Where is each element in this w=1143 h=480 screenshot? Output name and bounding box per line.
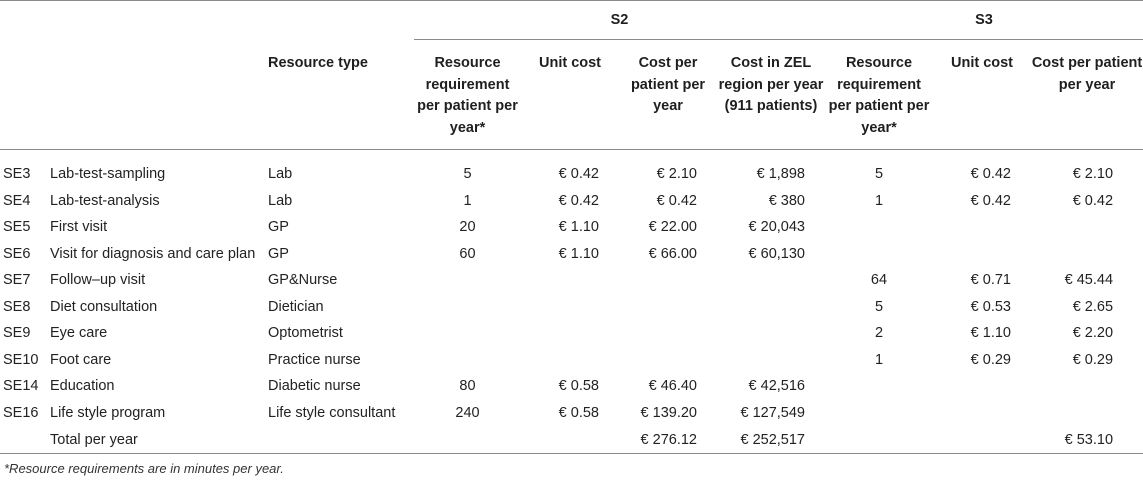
row-zel: € 127,549: [740, 404, 805, 421]
total-blank: [268, 426, 414, 454]
row-req-s2: 20: [459, 219, 476, 236]
row-req-s3: 5: [874, 298, 884, 315]
row-id: SE14: [3, 378, 39, 395]
row-req-s2: [414, 320, 521, 347]
row-id: SE5: [3, 219, 31, 236]
row-unit-s3: € 0.42: [970, 192, 1011, 209]
row-id: SE3: [3, 166, 31, 183]
row-unit-s2: € 0.42: [558, 192, 599, 209]
header-blank: [50, 40, 268, 150]
row-req-s2: [414, 294, 521, 321]
row-name: Follow–up visit: [50, 272, 146, 289]
row-cpp-s2: € 22.00: [648, 219, 697, 236]
col-header-cost-pp-s3: Cost per patient per year: [1031, 40, 1143, 150]
header-blank: [268, 1, 414, 40]
row-unit-s2: [521, 294, 619, 321]
table-row: [0, 294, 1143, 321]
row-type: GP: [268, 219, 289, 236]
row-cpp-s2: € 46.40: [648, 378, 697, 395]
row-unit-s2: € 0.42: [558, 166, 599, 183]
row-unit-s2: [521, 320, 619, 347]
row-req-s3: [825, 214, 933, 241]
row-zel: [717, 267, 825, 294]
row-req-s3: 2: [874, 325, 884, 342]
row-cpp-s3: € 0.42: [1072, 192, 1114, 209]
row-unit-s2: € 1.10: [558, 245, 599, 262]
row-cpp-s3: € 2.65: [1072, 298, 1114, 315]
row-req-s3: [825, 373, 933, 400]
row-cpp-s3: € 45.44: [1064, 272, 1114, 289]
row-req-s3: 1: [874, 351, 884, 368]
total-blank: [0, 426, 50, 454]
row-cpp-s2: [619, 294, 717, 321]
row-type: Practice nurse: [268, 351, 361, 368]
row-cpp-s2: € 66.00: [648, 245, 697, 262]
table-row: [0, 320, 1143, 347]
row-name: Life style program: [50, 404, 166, 421]
table-header: [0, 1, 1143, 150]
row-req-s2: [414, 347, 521, 374]
total-cpp-s3: € 53.10: [1031, 426, 1143, 454]
total-label: Total per year: [50, 426, 268, 454]
row-unit-s3: € 0.29: [970, 351, 1011, 368]
row-name: Eye care: [50, 325, 108, 342]
table-row: [0, 214, 1143, 241]
row-type: Lab: [268, 166, 293, 183]
row-unit-s3: € 0.71: [970, 272, 1011, 289]
group-header-s3: S3: [825, 1, 1143, 40]
row-id: SE10: [3, 351, 39, 368]
table-footnote: *Resource requirements are in minutes per year.: [4, 461, 284, 476]
header-blank: [0, 40, 50, 150]
row-unit-s3: [933, 400, 1031, 427]
row-name: Lab-test-sampling: [50, 166, 166, 183]
row-cpp-s3: [1031, 214, 1143, 241]
row-unit-s3: € 0.53: [970, 298, 1011, 315]
row-cpp-s3: € 2.10: [1072, 166, 1114, 183]
col-header-req-s3: Resource requirement per patient per year*: [825, 40, 933, 150]
row-zel: [717, 294, 825, 321]
row-id: SE6: [3, 245, 31, 262]
total-blank: [414, 426, 521, 454]
row-name: Lab-test-analysis: [50, 192, 160, 209]
row-name: First visit: [50, 219, 108, 236]
header-blank: [50, 1, 268, 40]
row-cpp-s3: € 2.20: [1072, 325, 1114, 342]
row-cpp-s3: [1031, 400, 1143, 427]
row-id: SE9: [3, 325, 31, 342]
row-cpp-s3: [1031, 373, 1143, 400]
table-row: [0, 150, 1143, 188]
row-cpp-s2: [619, 267, 717, 294]
row-unit-s3: [933, 241, 1031, 268]
row-req-s2: 60: [459, 245, 476, 262]
row-unit-s3: € 1.10: [970, 325, 1011, 342]
table-row: [0, 188, 1143, 215]
total-zel: € 252,517: [717, 426, 825, 454]
row-cpp-s2: € 139.20: [640, 404, 697, 421]
row-req-s3: [825, 241, 933, 268]
row-req-s2: 80: [459, 378, 476, 395]
row-name: Visit for diagnosis and care plan: [50, 245, 256, 262]
table-row: [0, 400, 1143, 427]
table-row: [0, 267, 1143, 294]
col-header-cost-pp-s2: Cost per patient per year: [619, 40, 717, 150]
table-row: [0, 241, 1143, 268]
row-req-s2: 1: [463, 192, 472, 209]
row-name: Foot care: [50, 351, 112, 368]
row-cpp-s3: [1031, 241, 1143, 268]
row-req-s2: 240: [455, 404, 480, 421]
table-row: [0, 347, 1143, 374]
row-name: Education: [50, 378, 115, 395]
group-header-row: [0, 1, 1143, 40]
row-unit-s2: € 1.10: [558, 219, 599, 236]
row-zel: € 20,043: [748, 219, 805, 236]
row-type: Dietician: [268, 298, 324, 315]
row-type: GP&Nurse: [268, 272, 338, 289]
row-zel: [717, 347, 825, 374]
total-blank: [825, 426, 933, 454]
total-blank: [521, 426, 619, 454]
row-type: Life style consultant: [268, 404, 396, 421]
row-cpp-s2: € 2.10: [656, 166, 697, 183]
row-type: Optometrist: [268, 325, 343, 342]
row-unit-s2: € 0.58: [558, 378, 599, 395]
row-zel: [717, 320, 825, 347]
row-type: Diabetic nurse: [268, 378, 361, 395]
row-id: SE4: [3, 192, 31, 209]
header-blank: [0, 1, 50, 40]
total-row: [0, 426, 1143, 454]
row-unit-s2: [521, 267, 619, 294]
row-req-s2: 5: [463, 166, 472, 183]
row-zel: € 1,898: [756, 166, 805, 183]
col-header-resource-type: Resource type: [268, 40, 414, 150]
row-name: Diet consultation: [50, 298, 158, 315]
row-unit-s2: € 0.58: [558, 404, 599, 421]
row-cpp-s2: € 0.42: [656, 192, 697, 209]
row-type: GP: [268, 245, 289, 262]
row-type: Lab: [268, 192, 293, 209]
group-header-s2: S2: [414, 1, 825, 40]
row-unit-s3: € 0.42: [970, 166, 1011, 183]
row-req-s3: 64: [870, 272, 888, 289]
row-id: SE16: [3, 404, 39, 421]
row-cpp-s3: € 0.29: [1072, 351, 1114, 368]
table-row: [0, 373, 1143, 400]
table-body: [0, 150, 1143, 454]
row-id: SE8: [3, 298, 31, 315]
total-cpp-s2: € 276.12: [619, 426, 717, 454]
row-req-s3: [825, 400, 933, 427]
row-zel: € 60,130: [748, 245, 805, 262]
row-unit-s3: [933, 214, 1031, 241]
col-header-zel: Cost in ZEL region per year (911 patients): [717, 40, 825, 150]
column-header-row: [0, 40, 1143, 150]
row-zel: € 380: [768, 192, 805, 209]
row-unit-s2: [521, 347, 619, 374]
row-id: SE7: [3, 272, 31, 289]
row-cpp-s2: [619, 347, 717, 374]
row-req-s3: 1: [874, 192, 884, 209]
col-header-unit-cost-s2: Unit cost: [521, 40, 619, 150]
row-zel: € 42,516: [748, 378, 805, 395]
row-req-s3: 5: [874, 166, 884, 183]
row-req-s2: [414, 267, 521, 294]
row-unit-s3: [933, 373, 1031, 400]
col-header-unit-cost-s3: Unit cost: [933, 40, 1031, 150]
total-blank: [933, 426, 1031, 454]
col-header-req-s2: Resource requirement per patient per year*: [414, 40, 521, 150]
row-cpp-s2: [619, 320, 717, 347]
